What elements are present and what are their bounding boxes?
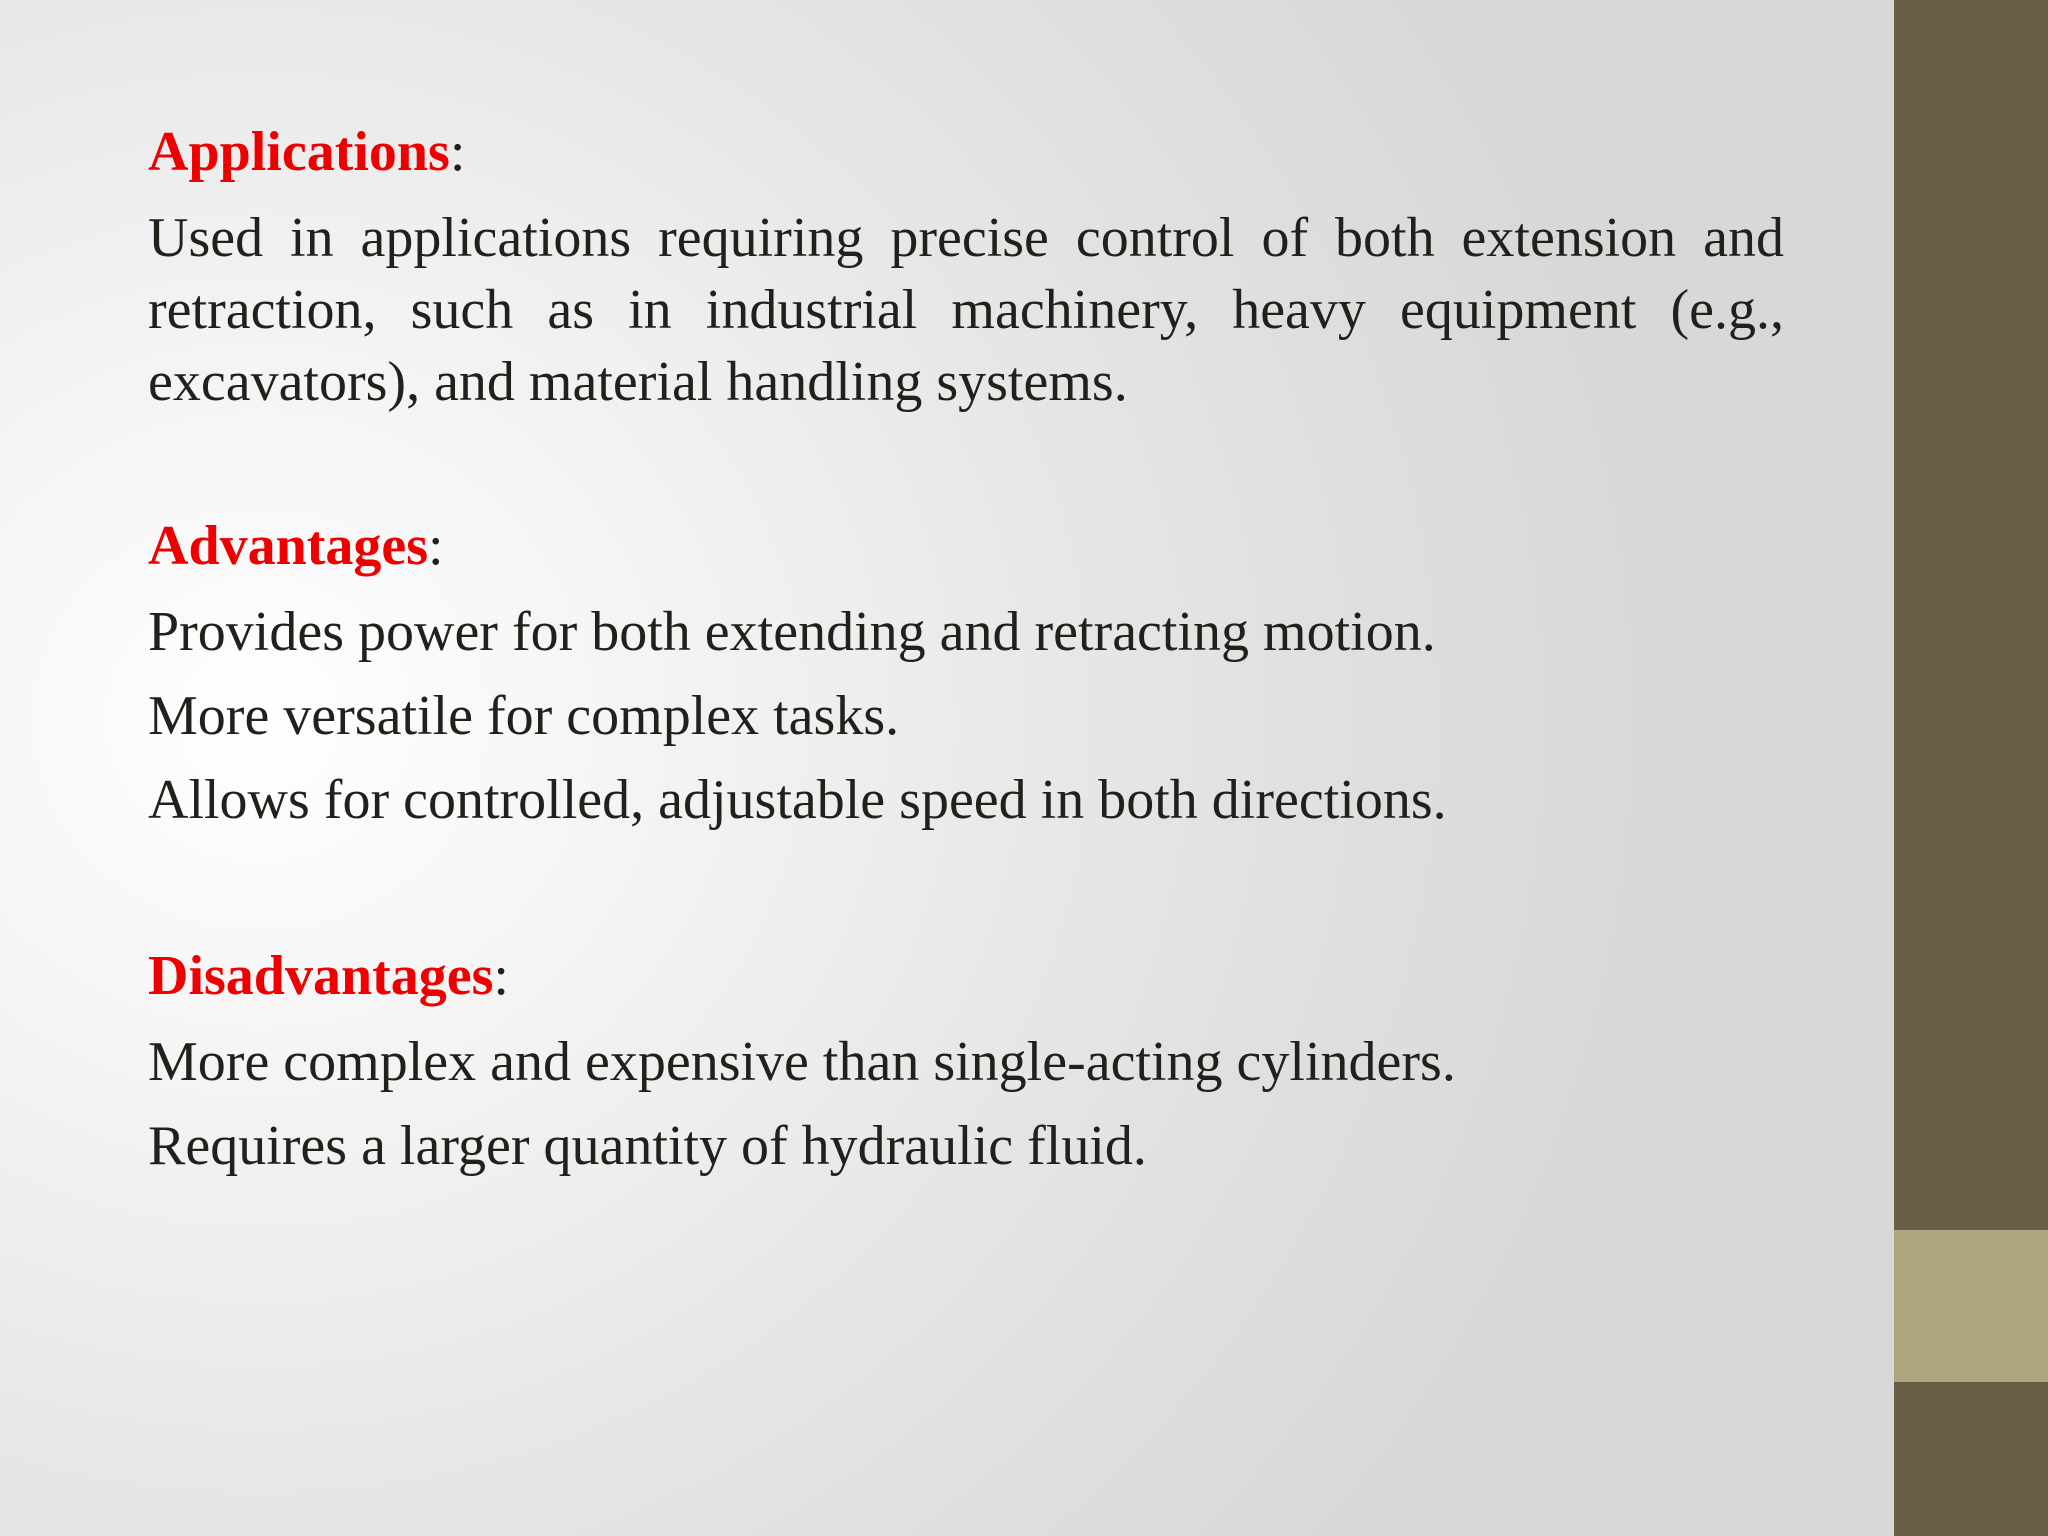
advantage-item: Provides power for both extending and retracting motion. [148,601,1436,663]
disadvantages-heading [148,936,1784,1016]
section-spacer [148,848,1784,936]
advantage-item: Allows for controlled, adjustable speed in both directions. [148,769,1447,831]
applications-section [148,112,1784,418]
section-spacer [148,418,1784,506]
decorative-sidebar [1894,0,2048,1536]
slide-content [148,112,1784,1194]
disadvantages-heading-label: Disadvantages [148,945,494,1007]
advantages-heading-colon: : [428,515,444,577]
disadvantages-heading-colon: : [493,945,509,1007]
disadvantage-item: More complex and expensive than single-acting cylinders. [148,1031,1456,1093]
advantage-item: More versatile for complex tasks. [148,685,900,747]
applications-text: Used in applications requiring precise control of both extension and retraction, such as in industrial machinery, heavy equipment (e.g., excavators), and material handling systems. [148,207,1784,413]
sidebar-accent-block [1894,1230,2048,1382]
advantages-section [148,506,1784,836]
applications-heading-label: Applications [148,121,450,183]
disadvantages-section [148,936,1784,1182]
applications-heading [148,112,1784,192]
advantages-heading-label: Advantages [148,515,429,577]
disadvantage-item: Requires a larger quantity of hydraulic fluid. [148,1115,1147,1177]
advantages-heading [148,506,1784,586]
applications-heading-colon: : [449,121,466,183]
